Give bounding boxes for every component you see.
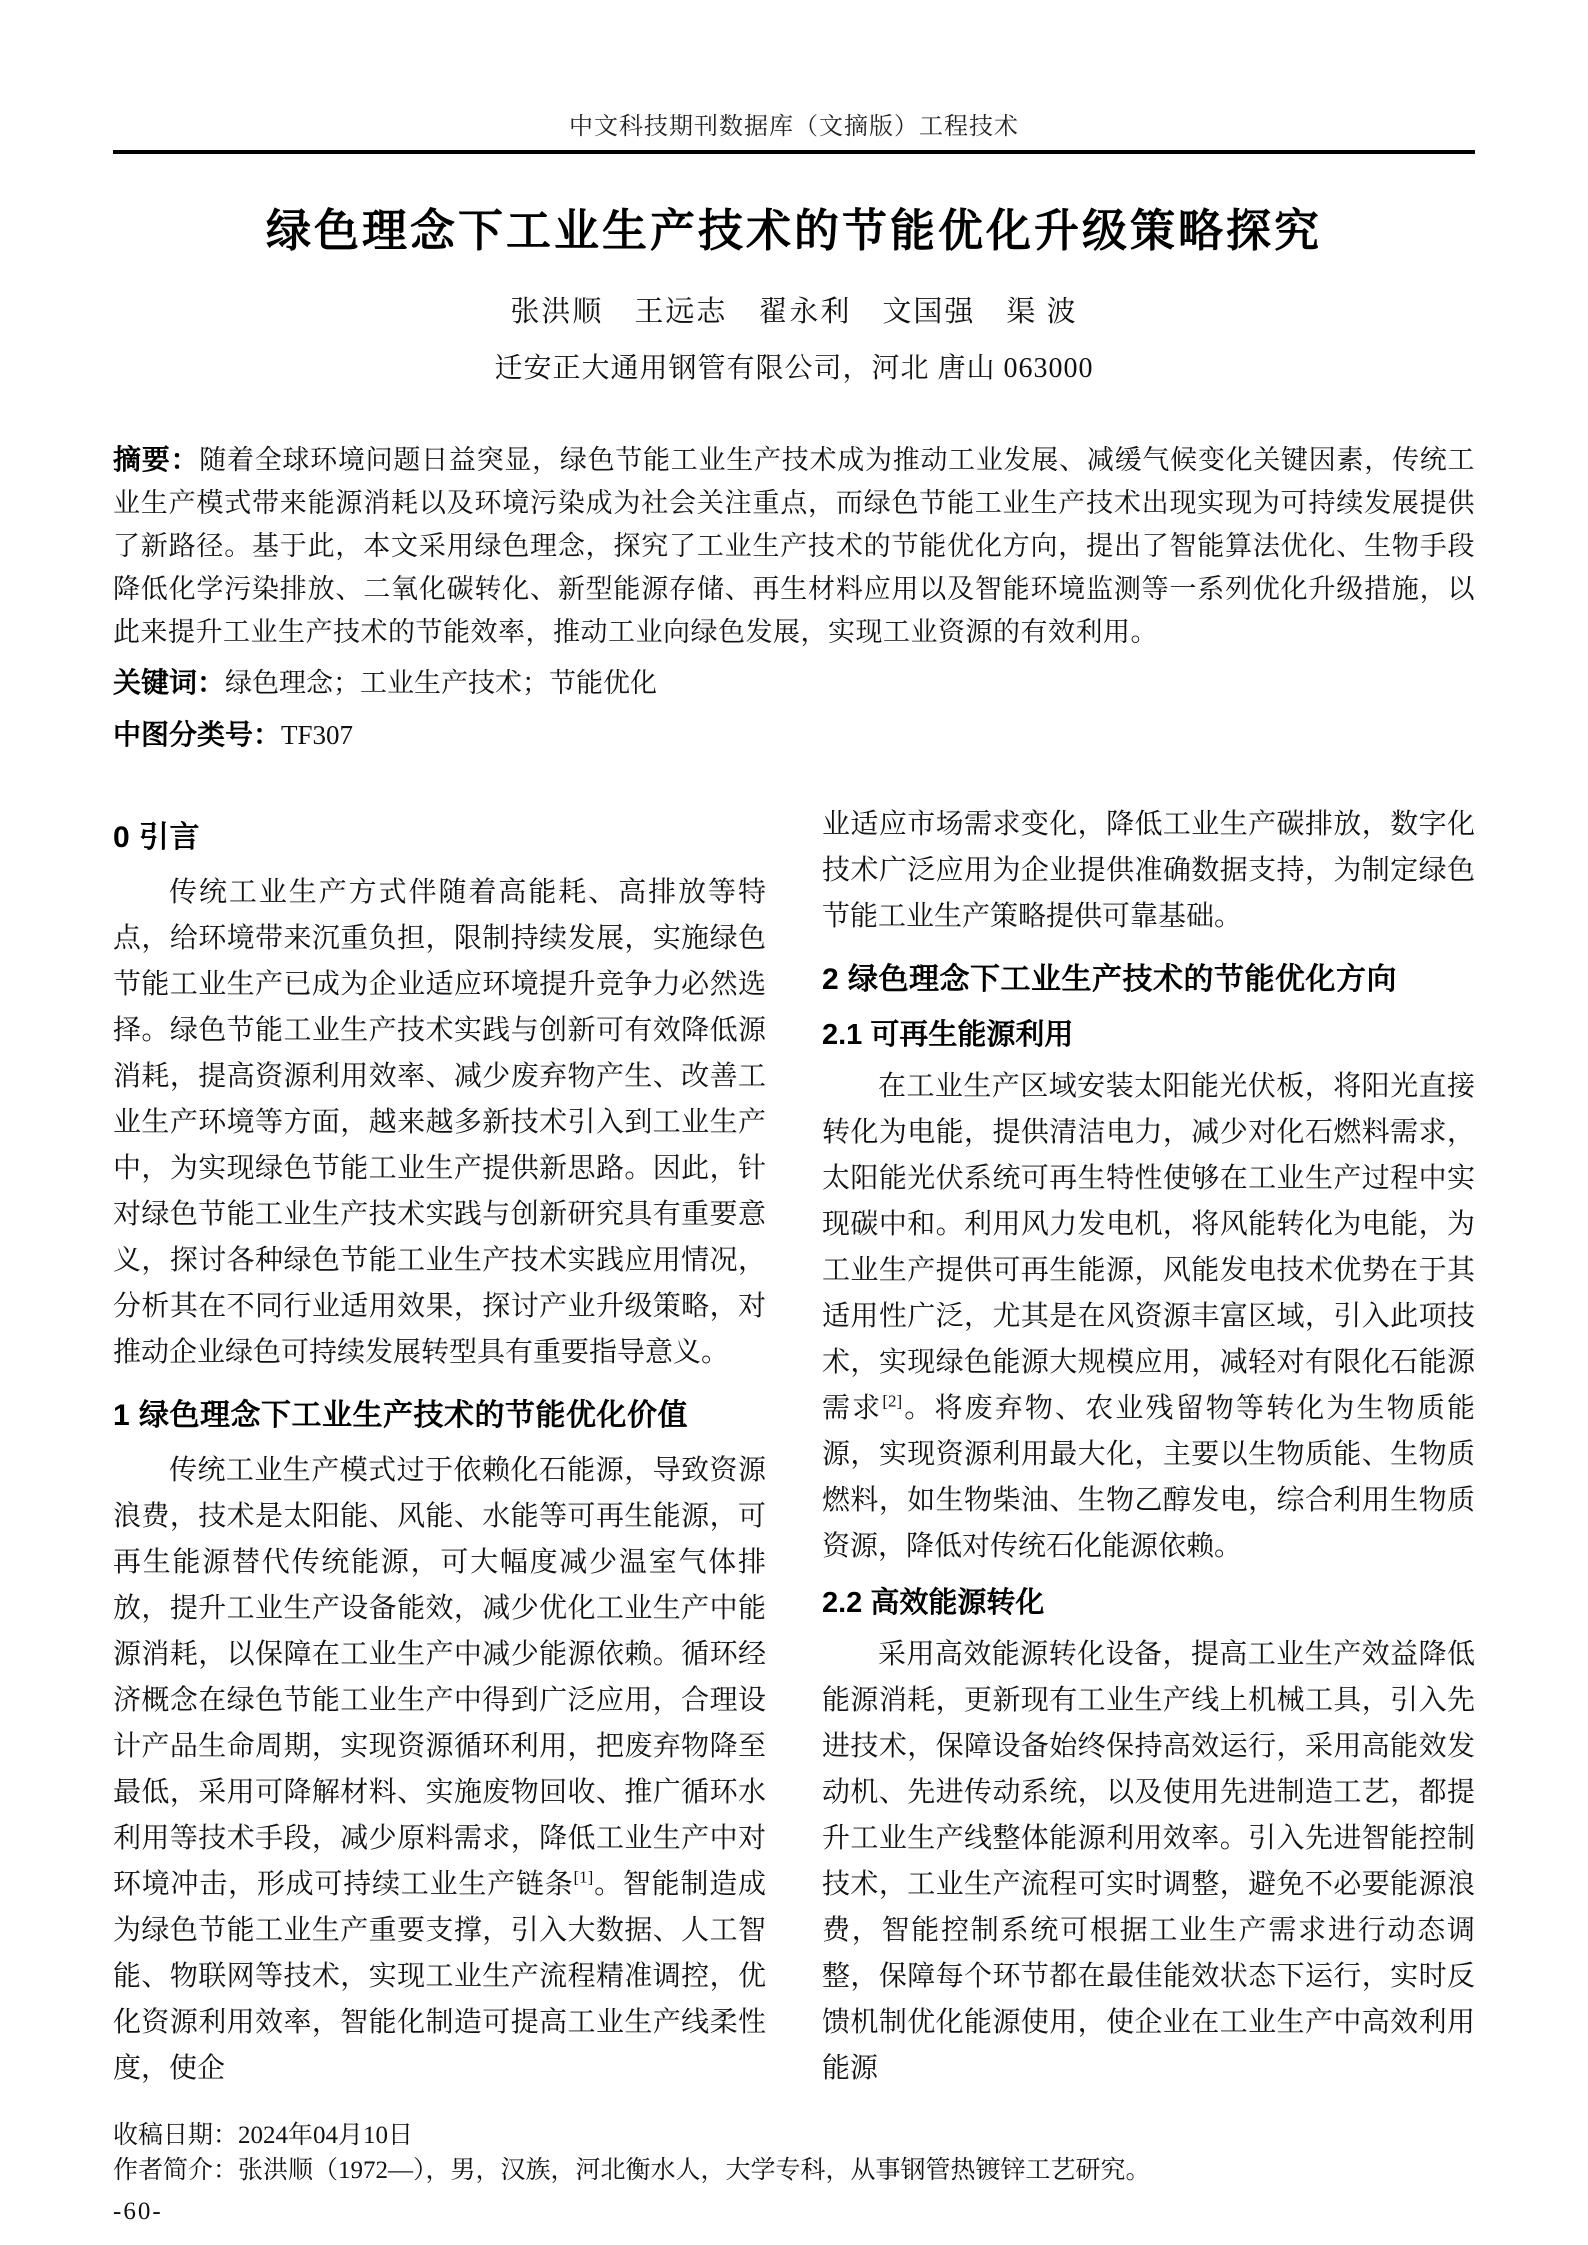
citation-ref-1: [1] [573, 1867, 594, 1887]
subsection-2-1-text-before-ref: 在工业生产区域安装太阳能光伏板，将阳光直接转化为电能，提供清洁电力，减少对化石燃料需求，太阳能光伏系统可再生特性使够在工业生产过程中实现碳中和。利用风力发电机，将风能转化为电能，为工业生产提供可再生能源，风能发电技术优势在于其适用性广泛，尤其是在风资源丰富区域，引入此项技术，实现绿色能源大规模应用，减轻对有限化石能源需求 [822, 1071, 1475, 1424]
subsection-2-1-paragraph [822, 1064, 1475, 1570]
keywords-line [113, 660, 1475, 706]
author-bio-value: 张洪顺（1972—），男，汉族，河北衡水人，大学专科，从事钢管热镀锌工艺研究。 [238, 2157, 1151, 2184]
paper-title: 绿色理念下工业生产技术的节能优化升级策略探究 [265, 205, 1322, 256]
classification-label: 中图分类号： [113, 719, 282, 750]
section-heading-2: 2 绿色理念下工业生产技术的节能优化方向 [822, 963, 1398, 996]
authors-line: 张洪顺 王远志 翟永利 文国强 渠 波 [510, 296, 1078, 328]
header-divider [113, 150, 1475, 154]
page-footer [113, 2118, 1475, 2229]
subsection-2-1-text-after-ref: 。将废弃物、农业残留物等转化为生物质能源，实现资源利用最大化，主要以生物质能、生物质燃料，如生物柴油、生物乙醇发电，综合利用生物质资源，降低对传统石化能源依赖。 [822, 1393, 1475, 1562]
section1-text-before-ref: 传统工业生产模式过于依赖化石能源，导致资源浪费，技术是太阳能、风能、水能等可再生能源，可再生能源替代传统能源，可大幅度减少温室气体排放，提升工业生产设备能效，减少优化工业生产中能源消耗，以保障在工业生产中减少能源依赖。循环经济概念在绿色节能工业生产中得到广泛应用，合理设计产品生命周期，实现资源循环利用，把废弃物降至最低，采用可降解材料、实施废物回收、推广循环水利用等技术手段，减少原料需求，降低工业生产中对环境冲击，形成可持续工业生产链条 [113, 1455, 766, 1900]
journal-header: 中文科技期刊数据库（文摘版）工程技术 [569, 114, 1019, 140]
classification-value: TF307 [281, 720, 354, 750]
subsection-heading-2-1: 2.1 可再生能源利用 [822, 1019, 1074, 1051]
section-heading-intro: 0 引言 [113, 821, 201, 854]
abstract-label: 摘要： [113, 444, 200, 475]
keywords-text: 绿色理念；工业生产技术；节能优化 [225, 668, 658, 698]
author-bio-label: 作者简介： [113, 2157, 239, 2184]
abstract-text: 随着全球环境问题日益突显，绿色节能工业生产技术成为推动工业发展、减缓气候变化关键因素，传统工业生产模式带来能源消耗以及环境污染成为社会关注重点，而绿色节能工业生产技术出现实现为可持续发展提供了新路径。基于此，本文采用绿色理念，探究了工业生产技术的节能优化方向，提出了智能算法优化、生物手段降低化学污染排放、二氧化碳转化、新型能源存储、再生材料应用以及智能环境监测等一系列优化升级措施，以此来提升工业生产技术的节能效率，推动工业向绿色发展，实现工业资源的有效利用。 [113, 445, 1475, 647]
page-number: -60- [113, 2198, 163, 2225]
section1-paragraph-continued: 业适应市场需求变化，降低工业生产碳排放，数字化技术广泛应用为企业提供准确数据支持，为制定绿色节能工业生产策略提供可靠基础。 [822, 809, 1475, 932]
intro-paragraph: 传统工业生产方式伴随着高能耗、高排放等特点，给环境带来沉重负担，限制持续发展，实施绿色节能工业生产已成为企业适应环境提升竞争力必然选择。绿色节能工业生产技术实践与创新可有效降低源消耗，提高资源利用效率、减少废弃物产生、改善工业生产环境等方面，越来越多新技术引入到工业生产中，为实现绿色节能工业生产提供新思路。因此，针对绿色节能工业生产技术实践与创新研究具有重要意义，探讨各种绿色节能工业生产技术实践应用情况，分析其在不同行业适用效果，探讨产业升级策略，对推动企业绿色可持续发展转型具有重要指导意义。 [113, 877, 766, 1368]
section1-paragraph [113, 1448, 766, 2092]
section-heading-1: 1 绿色理念下工业生产技术的节能优化价值 [113, 1399, 689, 1432]
classification-line [113, 712, 1475, 758]
author-bio-line [113, 2153, 1475, 2188]
received-date-value: 2024年04月10日 [238, 2122, 414, 2149]
received-date-line [113, 2118, 1475, 2153]
keywords-label: 关键词： [113, 667, 226, 698]
subsection-2-2-paragraph: 采用高效能源转化设备，提高工业生产效益降低能源消耗，更新现有工业生产线上机械工具，引入先进技术，保障设备始终保持高效运行，采用高能效发动机、先进传动系统，以及使用先进制造工艺，都提升工业生产线整体能源利用效率。引入先进智能控制技术，工业生产流程可实时调整，避免不必要能源浪费，智能控制系统可根据工业生产需求进行动态调整，保障每个环节都在最佳能效状态下运行，实时反馈机制优化能源使用，使企业在工业生产中高效利用能源 [822, 1639, 1475, 2084]
section1-text-after-ref: 。智能制造成为绿色节能工业生产重要支撑，引入大数据、人工智能、物联网等技术，实现工业生产流程精准调控，优化资源利用效率，智能化制造可提高工业生产线柔性度，使企 [113, 1869, 766, 2084]
body-columns [113, 802, 1475, 2092]
affiliation-line: 迁安正大通用钢管有限公司，河北 唐山 063000 [494, 353, 1094, 384]
citation-ref-2: [2] [882, 1391, 903, 1411]
right-column [822, 802, 1475, 2092]
subsection-heading-2-2: 2.2 高效能源转化 [822, 1587, 1045, 1619]
abstract-paragraph [113, 438, 1475, 654]
received-date-label: 收稿日期： [113, 2122, 239, 2149]
left-column [113, 802, 766, 2092]
